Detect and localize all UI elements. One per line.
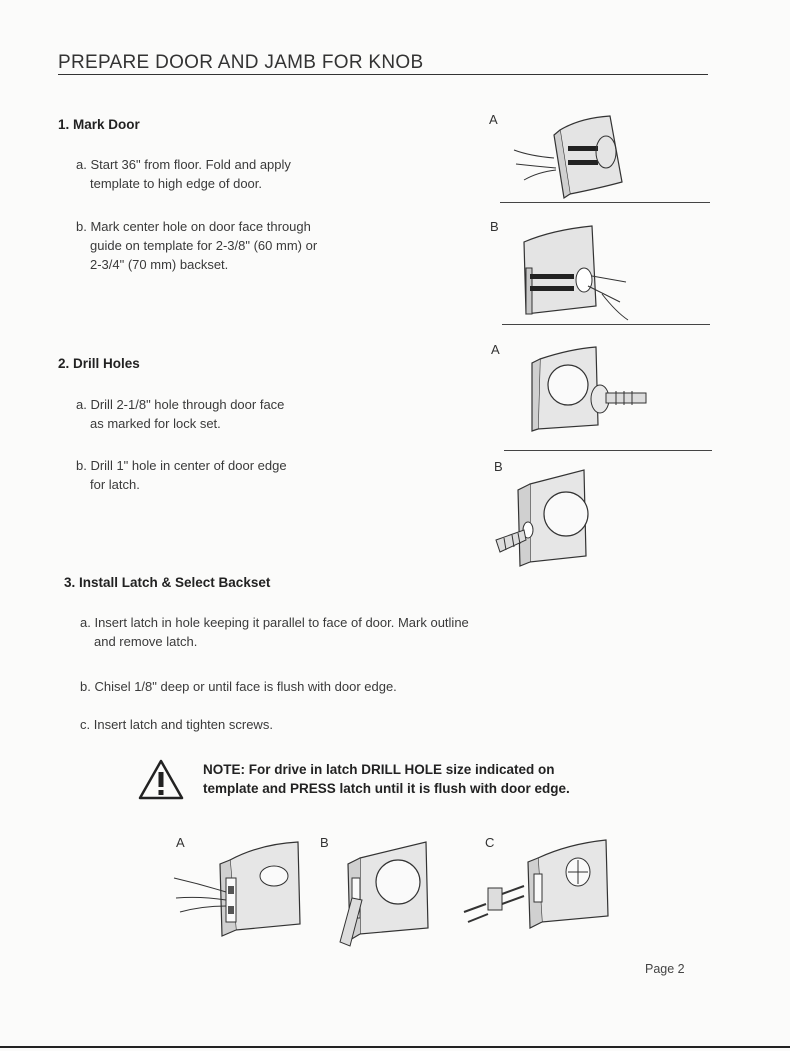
step-1a-line2: template to high edge of door. xyxy=(90,176,263,191)
step-2a xyxy=(76,395,284,433)
install-latch-illustration-b xyxy=(330,838,440,948)
figure-label-mark-b: B xyxy=(490,219,499,234)
step-1b-line1: b. Mark center hole on door face through xyxy=(76,219,311,234)
step-3b: b. Chisel 1/8" deep or until face is flush with door edge. xyxy=(80,679,397,694)
figure-divider xyxy=(500,202,710,203)
figure-label-drill-b: B xyxy=(494,459,503,474)
note-line1: NOTE: For drive in latch DRILL HOLE size indicated on xyxy=(203,762,555,777)
step-2a-line1: a. Drill 2-1/8" hole through door face xyxy=(76,397,285,412)
note-text xyxy=(203,760,673,798)
step-2b-line1: b. Drill 1" hole in center of door edge xyxy=(76,458,287,473)
section-heading-drill-holes: 2. Drill Holes xyxy=(58,356,140,371)
step-3a-line2: and remove latch. xyxy=(94,634,198,649)
figure-divider xyxy=(504,450,712,451)
figure-divider xyxy=(502,324,710,325)
mark-door-illustration-a xyxy=(510,110,640,200)
page-title: PREPARE DOOR AND JAMB FOR KNOB xyxy=(58,52,424,73)
install-latch-illustration-c xyxy=(458,838,628,938)
figure-label-mark-a: A xyxy=(489,112,498,127)
step-1a-line1: a. Start 36" from floor. Fold and apply xyxy=(76,157,291,172)
bottom-border xyxy=(0,1046,790,1048)
step-1a xyxy=(76,155,291,193)
drill-hole-illustration-b xyxy=(490,462,610,572)
page-number: Page 2 xyxy=(645,962,685,976)
figure-label-latch-b: B xyxy=(320,835,329,850)
install-latch-illustration-a xyxy=(170,838,310,948)
drill-hole-illustration-a xyxy=(520,345,660,435)
step-1b-line2: guide on template for 2-3/8" (60 mm) or xyxy=(90,238,318,253)
section-heading-mark-door: 1. Mark Door xyxy=(58,117,140,132)
mark-door-illustration-b xyxy=(512,222,642,322)
step-1b-line3: 2-3/4" (70 mm) backset. xyxy=(90,257,229,272)
step-2a-line2: as marked for lock set. xyxy=(90,416,221,431)
figure-label-latch-c: C xyxy=(485,835,495,850)
figure-label-drill-a: A xyxy=(491,342,500,357)
step-3a xyxy=(80,613,469,651)
step-3c: c. Insert latch and tighten screws. xyxy=(80,717,273,732)
warning-triangle-icon xyxy=(138,758,184,800)
section-heading-install-latch: 3. Install Latch & Select Backset xyxy=(64,575,271,590)
step-2b xyxy=(76,456,287,494)
title-divider xyxy=(58,74,708,75)
note-line2: template and PRESS latch until it is flush with door edge. xyxy=(203,781,570,796)
step-1b xyxy=(76,217,317,274)
step-2b-line2: for latch. xyxy=(90,477,140,492)
step-3a-line1: a. Insert latch in hole keeping it parallel to face of door. Mark outline xyxy=(80,615,469,630)
figure-label-latch-a: A xyxy=(176,835,185,850)
